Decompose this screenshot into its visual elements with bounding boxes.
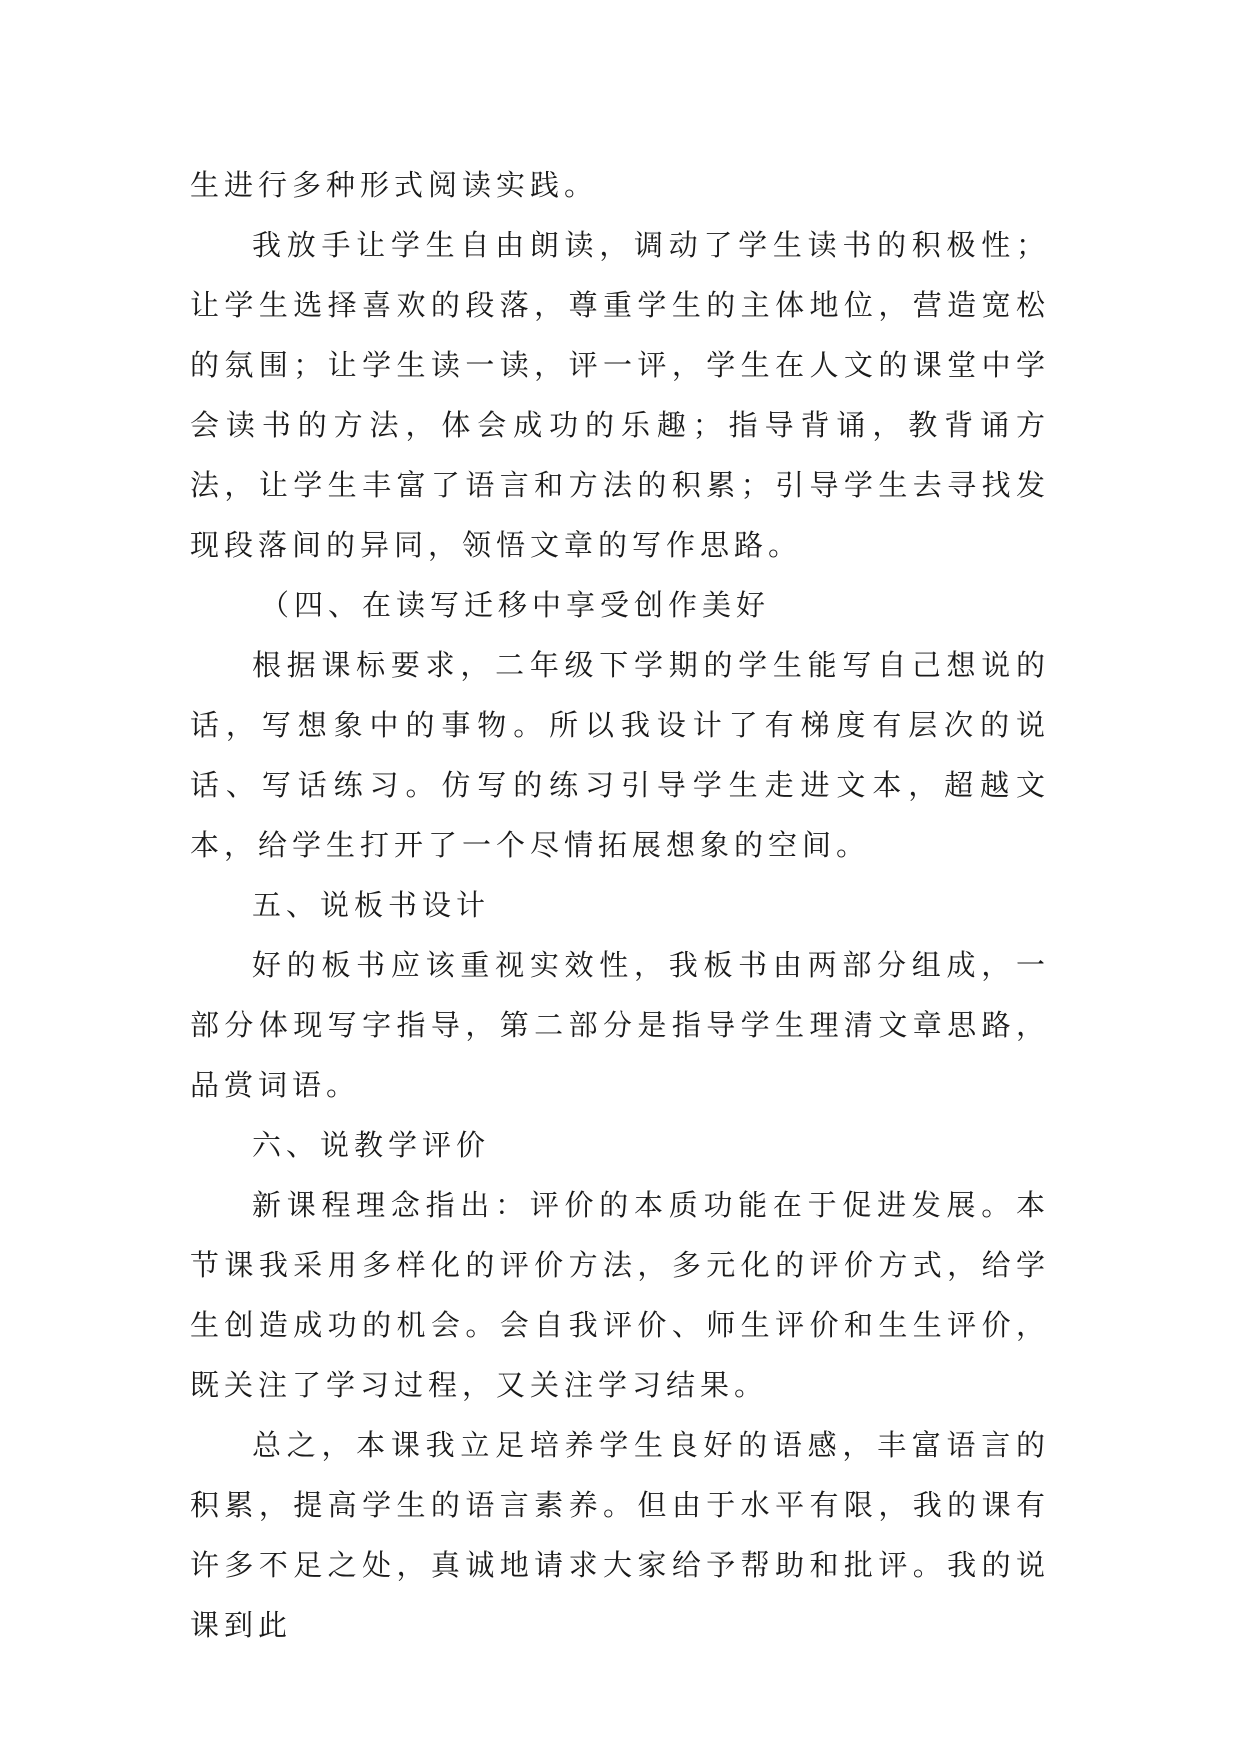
- section-heading-six: 六、说教学评价: [252, 1128, 491, 1162]
- paragraph-blackboard-design: 好的板书应该重视实效性，我板书由两部分组成，一部分体现写字指导，第二部分是指导学生理清文章思路，品赏词语。: [190, 948, 1050, 1102]
- paragraph-writing-practice: 根据课标要求，二年级下学期的学生能写自己想说的话，写想象中的事物。所以我设计了有梯度有层次的说话、写话练习。仿写的练习引导学生走进文本，超越文本，给学生打开了一个尽情拓展想象的空间。: [190, 648, 1050, 862]
- section-heading-five: 五、说板书设计: [252, 888, 491, 922]
- paragraph-continuation: 生进行多种形式阅读实践。: [190, 168, 599, 202]
- document-body: [190, 155, 1050, 1655]
- section-heading-four: （四、在读写迁移中享受创作美好: [260, 588, 771, 622]
- paragraph-conclusion: 总之，本课我立足培养学生良好的语感，丰富语言的积累，提高学生的语言素养。但由于水平有限，我的课有许多不足之处，真诚地请求大家给予帮助和批评。我的说课到此: [190, 1428, 1050, 1642]
- paragraph-evaluation: 新课程理念指出：评价的本质功能在于促进发展。本节课我采用多样化的评价方法，多元化的评价方式，给学生创造成功的机会。会自我评价、师生评价和生生评价，既关注了学习过程，又关注学习结果。: [190, 1188, 1050, 1402]
- paragraph-reading-practice: 我放手让学生自由朗读，调动了学生读书的积极性；让学生选择喜欢的段落，尊重学生的主体地位，营造宽松的氛围；让学生读一读，评一评，学生在人文的课堂中学会读书的方法，体会成功的乐趣；指导背诵，教背诵方法，让学生丰富了语言和方法的积累；引导学生去寻找发现段落间的异同，领悟文章的写作思路。: [190, 228, 1050, 562]
